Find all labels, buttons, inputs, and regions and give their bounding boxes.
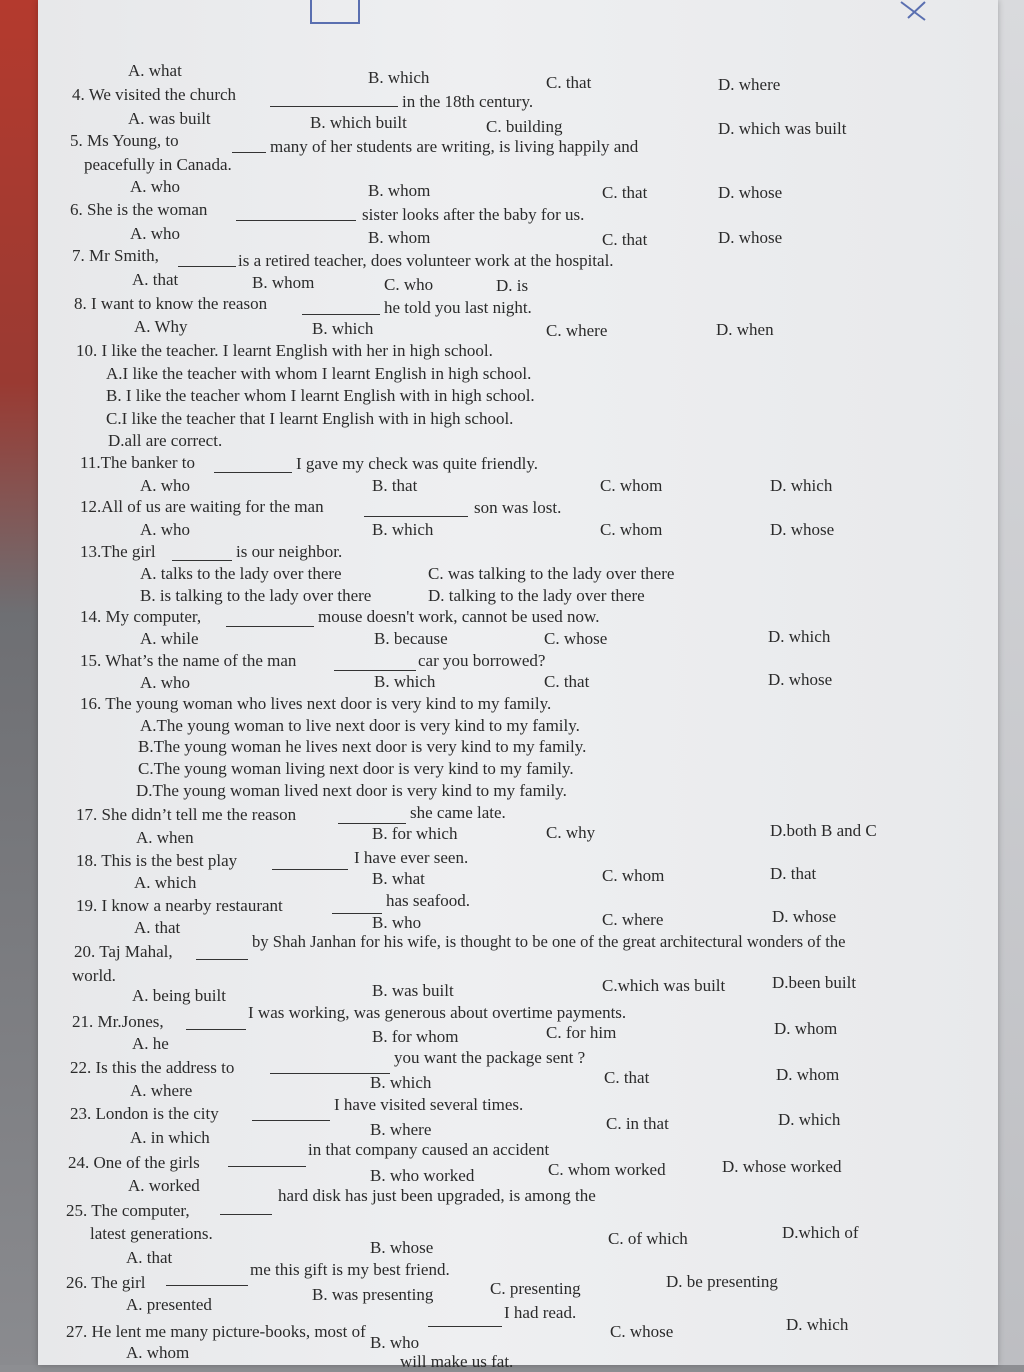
option-c: C. whom xyxy=(602,866,665,885)
option-a: A. who xyxy=(140,476,191,495)
option-d: D.both B and C xyxy=(770,821,877,840)
question-text: I was working, was generous about overtime payments. xyxy=(248,1003,627,1022)
option-a: A. worked xyxy=(128,1176,200,1195)
option-a: A.I like the teacher with whom I learnt English in high school. xyxy=(106,364,532,383)
option-d: D. whose xyxy=(772,907,837,926)
option-a: A. was built xyxy=(128,109,211,128)
option-d: D.all are correct. xyxy=(108,431,223,450)
option-b: B. which xyxy=(372,520,434,539)
question-text: he told you last night. xyxy=(384,298,532,317)
question-text: 19. I know a nearby restaurant xyxy=(76,896,283,915)
option-a: A. who xyxy=(140,520,191,539)
option-c: C.which was built xyxy=(602,976,726,995)
question-text: 12.All of us are waiting for the man xyxy=(80,497,324,516)
question-text: I gave my check was quite friendly. xyxy=(296,454,539,473)
option-b: B. which xyxy=(374,672,436,691)
option-c: C. of which xyxy=(608,1229,688,1248)
option-a: A.The young woman to live next door is very kind to my family. xyxy=(140,716,580,735)
question-text: 21. Mr.Jones, xyxy=(72,1012,164,1031)
question-text: in the 18th century. xyxy=(402,92,534,111)
option-c: C. where xyxy=(546,321,608,340)
question-text: son was lost. xyxy=(474,498,562,517)
option-b: B. which xyxy=(312,319,374,338)
option-d: D. be presenting xyxy=(666,1272,778,1291)
answer-blank[interactable] xyxy=(364,502,468,517)
option-d: D. whom xyxy=(776,1065,840,1084)
question-text: We visited the church xyxy=(88,85,237,104)
option-b: B. which xyxy=(370,1073,432,1092)
answer-blank[interactable] xyxy=(272,855,348,870)
question-text: I had read. xyxy=(504,1303,577,1322)
option-a: A. which xyxy=(134,873,197,892)
option-d: D.which of xyxy=(782,1223,859,1242)
question-text: by Shah Janhan for his wife, is thought to be one of the great architectural wonders of the xyxy=(252,932,846,951)
option-c: C. that xyxy=(546,73,592,92)
question-text: 13.The girl xyxy=(80,542,156,561)
question-text: 16. The young woman who lives next door is very kind to my family. xyxy=(80,694,552,713)
option-c: C. whom worked xyxy=(548,1160,666,1179)
option-a: A. who xyxy=(130,177,181,196)
question-text: in that company caused an accident xyxy=(308,1140,550,1159)
question-text: 7. Mr Smith, xyxy=(72,246,159,265)
answer-blank[interactable] xyxy=(214,458,292,473)
question-text: many of her students are writing, is living happily and xyxy=(270,137,639,156)
option-c: C. in that xyxy=(606,1114,669,1133)
option-a: A. that xyxy=(132,270,179,289)
answer-blank[interactable] xyxy=(236,206,356,221)
option-b: B. which xyxy=(368,68,430,87)
question-text: 23. London is the city xyxy=(70,1104,219,1123)
option-c: C. whom xyxy=(600,476,663,495)
answer-blank[interactable] xyxy=(186,1015,246,1030)
question-text: has seafood. xyxy=(386,891,471,910)
option-d: D. where xyxy=(718,75,781,94)
option-d: D. whose worked xyxy=(722,1157,842,1176)
question-text: latest generations. xyxy=(90,1224,213,1243)
option-c: C. was talking to the lady over there xyxy=(428,564,675,583)
question-text: 26. The girl xyxy=(66,1273,146,1292)
option-c: C. where xyxy=(602,910,664,929)
option-a: A. while xyxy=(140,629,199,648)
option-a: A. that xyxy=(134,918,181,937)
option-b: B. what xyxy=(372,869,425,888)
question-text: 20. Taj Mahal, xyxy=(74,942,173,961)
option-b: B. where xyxy=(370,1120,432,1139)
option-c: C. that xyxy=(604,1068,650,1087)
question-text: I have ever seen. xyxy=(354,848,469,867)
question-text: 27. He lent me many picture-books, most of xyxy=(66,1322,366,1341)
answer-blank[interactable] xyxy=(338,809,406,824)
option-c: C. why xyxy=(546,823,596,842)
option-d: D. that xyxy=(770,864,817,883)
question-text: me this gift is my best friend. xyxy=(250,1260,450,1279)
option-d: D. which xyxy=(786,1315,849,1334)
option-c: C.The young woman living next door is very kind to my family. xyxy=(138,759,574,778)
option-b: B.The young woman he lives next door is very kind to my family. xyxy=(138,737,587,756)
answer-blank[interactable] xyxy=(178,252,236,267)
option-b: B. is talking to the lady over there xyxy=(140,586,372,605)
answer-blank[interactable] xyxy=(166,1271,248,1286)
question-text: 8. I want to know the reason xyxy=(74,294,268,313)
question-text: she came late. xyxy=(410,803,506,822)
answer-blank[interactable] xyxy=(252,1106,330,1121)
cut-off-text: will make us fat. xyxy=(400,1352,514,1371)
option-b: B. that xyxy=(372,476,418,495)
option-d: D. whose xyxy=(718,183,783,202)
option-c: C. presenting xyxy=(490,1279,581,1298)
answer-blank[interactable] xyxy=(228,1152,306,1167)
question-text: 14. My computer, xyxy=(80,607,202,626)
question-text: 17. She didn’t tell me the reason xyxy=(76,805,297,824)
option-d: D. which xyxy=(768,627,831,646)
option-c: C. whose xyxy=(610,1322,674,1341)
option-b: B. was presenting xyxy=(312,1285,434,1304)
question-text: 15. What’s the name of the man xyxy=(80,651,297,670)
answer-blank[interactable] xyxy=(270,1059,390,1074)
question-text: 22. Is this the address to xyxy=(70,1058,235,1077)
answer-blank[interactable] xyxy=(172,546,232,561)
option-d: D. whose xyxy=(718,228,783,247)
question-text: 18. This is the best play xyxy=(76,851,238,870)
question-text: 11.The banker to xyxy=(80,453,196,472)
option-a: A. in which xyxy=(130,1128,210,1147)
option-d: D. which xyxy=(778,1110,841,1129)
cross-mark-icon xyxy=(898,0,928,22)
answer-blank[interactable] xyxy=(226,612,314,627)
answer-blank[interactable] xyxy=(334,656,416,671)
option-b: B. who worked xyxy=(370,1166,475,1185)
question-text: 6. She is the woman xyxy=(70,200,208,219)
question-text: you want the package sent ? xyxy=(394,1048,586,1067)
option-a: A. who xyxy=(140,673,191,692)
option-c: C. that xyxy=(602,230,648,249)
option-c: C. that xyxy=(602,183,648,202)
answer-blank[interactable] xyxy=(196,945,248,960)
option-b: B. because xyxy=(374,629,448,648)
option-b: B. whose xyxy=(370,1238,434,1257)
question-text: car you borrowed? xyxy=(418,651,546,670)
option-d: D. whose xyxy=(770,520,835,539)
question-text: world. xyxy=(72,966,116,985)
answer-blank[interactable] xyxy=(332,899,382,914)
option-c: C. for him xyxy=(546,1023,617,1042)
option-d: D.been built xyxy=(772,973,857,992)
question-text: is our neighbor. xyxy=(236,542,343,561)
option-c: C. that xyxy=(544,672,590,691)
question-text: is a retired teacher, does volunteer work at the hospital. xyxy=(238,251,614,270)
option-b: B. whom xyxy=(252,273,315,292)
option-b: B. I like the teacher whom I learnt English with in high school. xyxy=(106,386,535,405)
option-a: A. talks to the lady over there xyxy=(140,564,342,583)
question-text: 10. I like the teacher. I learnt English with her in high school. xyxy=(76,341,493,360)
answer-blank[interactable] xyxy=(220,1200,272,1215)
option-b: B. which built xyxy=(310,113,407,132)
answer-blank[interactable] xyxy=(302,300,380,315)
option-c: C. who xyxy=(384,275,434,294)
question-number: 4. xyxy=(72,85,85,104)
question-text: 25. The computer, xyxy=(66,1201,190,1220)
answer-blank[interactable] xyxy=(428,1312,502,1327)
ink-mark xyxy=(898,0,928,22)
option-a: A. he xyxy=(132,1034,169,1053)
option-d: D. whom xyxy=(774,1019,838,1038)
answer-blank[interactable] xyxy=(232,138,266,153)
question-text: I have visited several times. xyxy=(334,1095,524,1114)
option-b: B. was built xyxy=(372,981,454,1000)
option-b: B. for which xyxy=(372,824,458,843)
option-d: D. which xyxy=(770,476,833,495)
question-text: mouse doesn't work, cannot be used now. xyxy=(318,607,600,626)
option-c: C. whose xyxy=(544,629,608,648)
option-d: D. whose xyxy=(768,670,833,689)
option-a: A. whom xyxy=(126,1343,190,1362)
question-4 xyxy=(72,85,236,105)
answer-blank[interactable] xyxy=(270,92,398,107)
option-b: B. whom xyxy=(368,228,431,247)
option-a: A. when xyxy=(136,828,194,847)
question-text: sister looks after the baby for us. xyxy=(362,205,585,224)
option-d: D. talking to the lady over there xyxy=(428,586,645,605)
option-d: D.The young woman lived next door is very kind to my family. xyxy=(136,781,567,800)
option-d: D. is xyxy=(496,276,529,295)
question-text: 24. One of the girls xyxy=(68,1153,200,1172)
question-text: peacefully in Canada. xyxy=(84,155,232,174)
option-b: B. who xyxy=(372,913,422,932)
option-a: A. presented xyxy=(126,1295,212,1314)
option-a: A. where xyxy=(130,1081,193,1100)
question-text: 5. Ms Young, to xyxy=(70,131,179,150)
option-b: B. whom xyxy=(368,181,431,200)
option-a: A. who xyxy=(130,224,181,243)
option-b: B. for whom xyxy=(372,1027,459,1046)
option-a: A. being built xyxy=(132,986,226,1005)
option-b: B. who xyxy=(370,1333,420,1352)
option-a: A. what xyxy=(128,61,182,80)
option-c: C.I like the teacher that I learnt English with in high school. xyxy=(106,409,514,428)
ink-mark xyxy=(310,0,360,24)
option-c: C. building xyxy=(486,117,563,136)
option-d: D. when xyxy=(716,320,774,339)
question-text: hard disk has just been upgraded, is among the xyxy=(278,1186,596,1205)
option-c: C. whom xyxy=(600,520,663,539)
option-d: D. which was built xyxy=(718,119,847,138)
option-a: A. Why xyxy=(134,317,188,336)
option-a: A. that xyxy=(126,1248,173,1267)
